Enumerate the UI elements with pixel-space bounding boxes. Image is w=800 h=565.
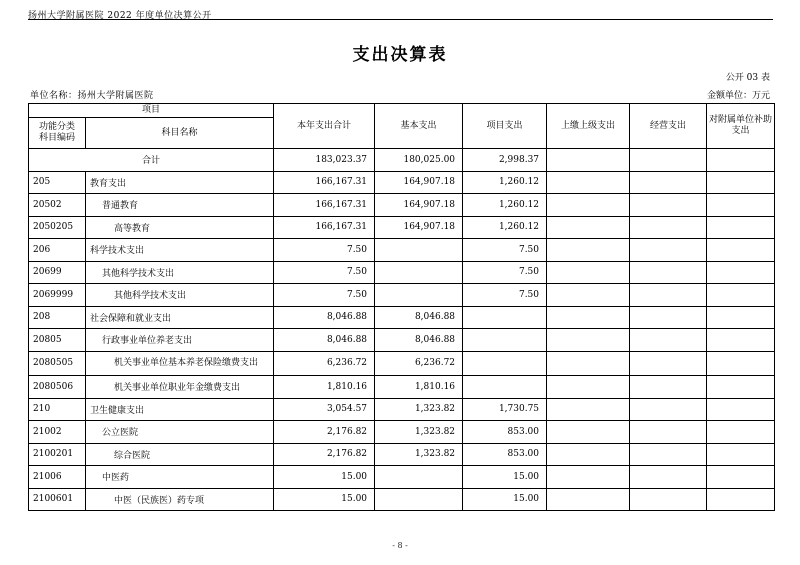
subsidy-cell: [707, 488, 775, 511]
header-divider: [28, 19, 773, 20]
name-cell: 中医药: [86, 466, 274, 489]
subsidy-cell: [707, 239, 775, 262]
table-row: [29, 351, 775, 376]
total-basic: 180,025.00: [375, 149, 463, 172]
table-row: [29, 239, 775, 262]
business-cell: [630, 351, 707, 376]
table-row: [29, 194, 775, 217]
total-cell: 7.50: [274, 284, 375, 307]
basic-cell: [375, 284, 463, 307]
basic-cell: [375, 488, 463, 511]
total-cell: 7.50: [274, 239, 375, 262]
project-cell: 7.50: [463, 284, 547, 307]
basic-cell: [375, 261, 463, 284]
table-row: [29, 443, 775, 466]
table-row: [29, 329, 775, 352]
business-cell: [630, 306, 707, 329]
name-cell: 机关事业单位基本养老保险缴费支出: [86, 351, 274, 376]
total-cell: 166,167.31: [274, 216, 375, 239]
code-cell: 205: [29, 171, 86, 194]
header-upper: 上缴上级支出: [547, 104, 630, 149]
name-cell: 普通教育: [86, 194, 274, 217]
project-cell: 853.00: [463, 421, 547, 444]
upper-cell: [547, 216, 630, 239]
table-row: [29, 466, 775, 489]
project-cell: [463, 306, 547, 329]
business-cell: [630, 239, 707, 262]
subsidy-cell: [707, 284, 775, 307]
business-cell: [630, 284, 707, 307]
table-row: [29, 398, 775, 421]
total-project: 2,998.37: [463, 149, 547, 172]
table-row: [29, 306, 775, 329]
project-cell: 15.00: [463, 488, 547, 511]
project-cell: 7.50: [463, 239, 547, 262]
table-row: [29, 376, 775, 399]
subsidy-cell: [707, 466, 775, 489]
header-name: 科目名称: [86, 118, 274, 149]
name-cell: 公立医院: [86, 421, 274, 444]
basic-cell: [375, 239, 463, 262]
expenditure-table: [28, 103, 775, 511]
total-cell: 3,054.57: [274, 398, 375, 421]
subsidy-cell: [707, 329, 775, 352]
code-cell: 2080506: [29, 376, 86, 399]
project-cell: 1,260.12: [463, 171, 547, 194]
header-business: 经营支出: [630, 104, 707, 149]
project-cell: [463, 329, 547, 352]
code-cell: 21002: [29, 421, 86, 444]
total-cell: 8,046.88: [274, 306, 375, 329]
upper-cell: [547, 284, 630, 307]
name-cell: 科学技术支出: [86, 239, 274, 262]
table-row: [29, 171, 775, 194]
basic-cell: [375, 466, 463, 489]
project-cell: [463, 351, 547, 376]
code-cell: 20502: [29, 194, 86, 217]
code-cell: 2100201: [29, 443, 86, 466]
total-cell: 15.00: [274, 466, 375, 489]
project-cell: 1,260.12: [463, 216, 547, 239]
upper-cell: [547, 376, 630, 399]
subsidy-cell: [707, 194, 775, 217]
name-cell: 教育支出: [86, 171, 274, 194]
project-cell: [463, 376, 547, 399]
subsidy-cell: [707, 376, 775, 399]
table-row: [29, 421, 775, 444]
code-cell: 2050205: [29, 216, 86, 239]
basic-cell: 164,907.18: [375, 171, 463, 194]
subsidy-cell: [707, 421, 775, 444]
total-cell: 166,167.31: [274, 194, 375, 217]
code-cell: 21006: [29, 466, 86, 489]
basic-cell: 1,810.16: [375, 376, 463, 399]
project-cell: 15.00: [463, 466, 547, 489]
subsidy-cell: [707, 216, 775, 239]
name-cell: 中医（民族医）药专项: [86, 488, 274, 511]
name-cell: 机关事业单位职业年金缴费支出: [86, 376, 274, 399]
basic-cell: 1,323.82: [375, 443, 463, 466]
header-basic: 基本支出: [375, 104, 463, 149]
total-upper: [547, 149, 630, 172]
upper-cell: [547, 306, 630, 329]
subsidy-cell: [707, 398, 775, 421]
business-cell: [630, 488, 707, 511]
code-cell: 210: [29, 398, 86, 421]
total-subsidy: [707, 149, 775, 172]
name-cell: 行政事业单位养老支出: [86, 329, 274, 352]
business-cell: [630, 171, 707, 194]
form-number: 公开 03 表: [725, 73, 770, 83]
total-cell: 166,167.31: [274, 171, 375, 194]
code-cell: 2100601: [29, 488, 86, 511]
code-cell: 20699: [29, 261, 86, 284]
header-item: 项目: [29, 104, 274, 118]
code-cell: 2080505: [29, 351, 86, 376]
upper-cell: [547, 466, 630, 489]
upper-cell: [547, 421, 630, 444]
code-cell: 208: [29, 306, 86, 329]
code-cell: 20805: [29, 329, 86, 352]
upper-cell: [547, 239, 630, 262]
total-cell: 2,176.82: [274, 421, 375, 444]
upper-cell: [547, 443, 630, 466]
total-row: [29, 149, 775, 172]
basic-cell: 1,323.82: [375, 398, 463, 421]
total-cell: 8,046.88: [274, 329, 375, 352]
business-cell: [630, 466, 707, 489]
code-cell: 206: [29, 239, 86, 262]
upper-cell: [547, 171, 630, 194]
header-project: 项目支出: [463, 104, 547, 149]
project-cell: 853.00: [463, 443, 547, 466]
amount-unit: 金额单位：万元: [706, 91, 770, 101]
basic-cell: 8,046.88: [375, 306, 463, 329]
total-business: [630, 149, 707, 172]
table-row: [29, 261, 775, 284]
upper-cell: [547, 488, 630, 511]
basic-cell: 6,236.72: [375, 351, 463, 376]
upper-cell: [547, 194, 630, 217]
name-cell: 其他科学技术支出: [86, 261, 274, 284]
name-cell: 综合医院: [86, 443, 274, 466]
header-total: 本年支出合计: [274, 104, 375, 149]
upper-cell: [547, 329, 630, 352]
business-cell: [630, 261, 707, 284]
basic-cell: 164,907.18: [375, 216, 463, 239]
subsidy-cell: [707, 261, 775, 284]
page-number: - 8 -: [392, 541, 408, 550]
basic-cell: 8,046.88: [375, 329, 463, 352]
total-cell: 1,810.16: [274, 376, 375, 399]
business-cell: [630, 443, 707, 466]
business-cell: [630, 421, 707, 444]
business-cell: [630, 376, 707, 399]
business-cell: [630, 216, 707, 239]
name-cell: 其他科学技术支出: [86, 284, 274, 307]
code-cell: 2069999: [29, 284, 86, 307]
business-cell: [630, 329, 707, 352]
header-code: 功能分类 科目编码: [29, 118, 86, 149]
unit-name: 单位名称：扬州大学附属医院: [30, 91, 154, 101]
name-cell: 卫生健康支出: [86, 398, 274, 421]
basic-cell: 164,907.18: [375, 194, 463, 217]
upper-cell: [547, 398, 630, 421]
upper-cell: [547, 351, 630, 376]
project-cell: 1,730.75: [463, 398, 547, 421]
header-subsidy: 对附属单位补助支出: [707, 104, 775, 149]
total-cell: 2,176.82: [274, 443, 375, 466]
document-header: 扬州大学附属医院 2022 年度单位决算公开: [28, 11, 212, 21]
subsidy-cell: [707, 351, 775, 376]
project-cell: 1,260.12: [463, 194, 547, 217]
total-label: 合计: [29, 149, 274, 172]
basic-cell: 1,323.82: [375, 421, 463, 444]
business-cell: [630, 398, 707, 421]
name-cell: 社会保障和就业支出: [86, 306, 274, 329]
project-cell: 7.50: [463, 261, 547, 284]
table-row: [29, 216, 775, 239]
total-total: 183,023.37: [274, 149, 375, 172]
name-cell: 高等教育: [86, 216, 274, 239]
subsidy-cell: [707, 443, 775, 466]
subsidy-cell: [707, 306, 775, 329]
total-cell: 6,236.72: [274, 351, 375, 376]
table-row: [29, 284, 775, 307]
subsidy-cell: [707, 171, 775, 194]
page-title: 支出决算表: [352, 45, 448, 65]
table-row: [29, 488, 775, 511]
business-cell: [630, 194, 707, 217]
total-cell: 15.00: [274, 488, 375, 511]
upper-cell: [547, 261, 630, 284]
total-cell: 7.50: [274, 261, 375, 284]
